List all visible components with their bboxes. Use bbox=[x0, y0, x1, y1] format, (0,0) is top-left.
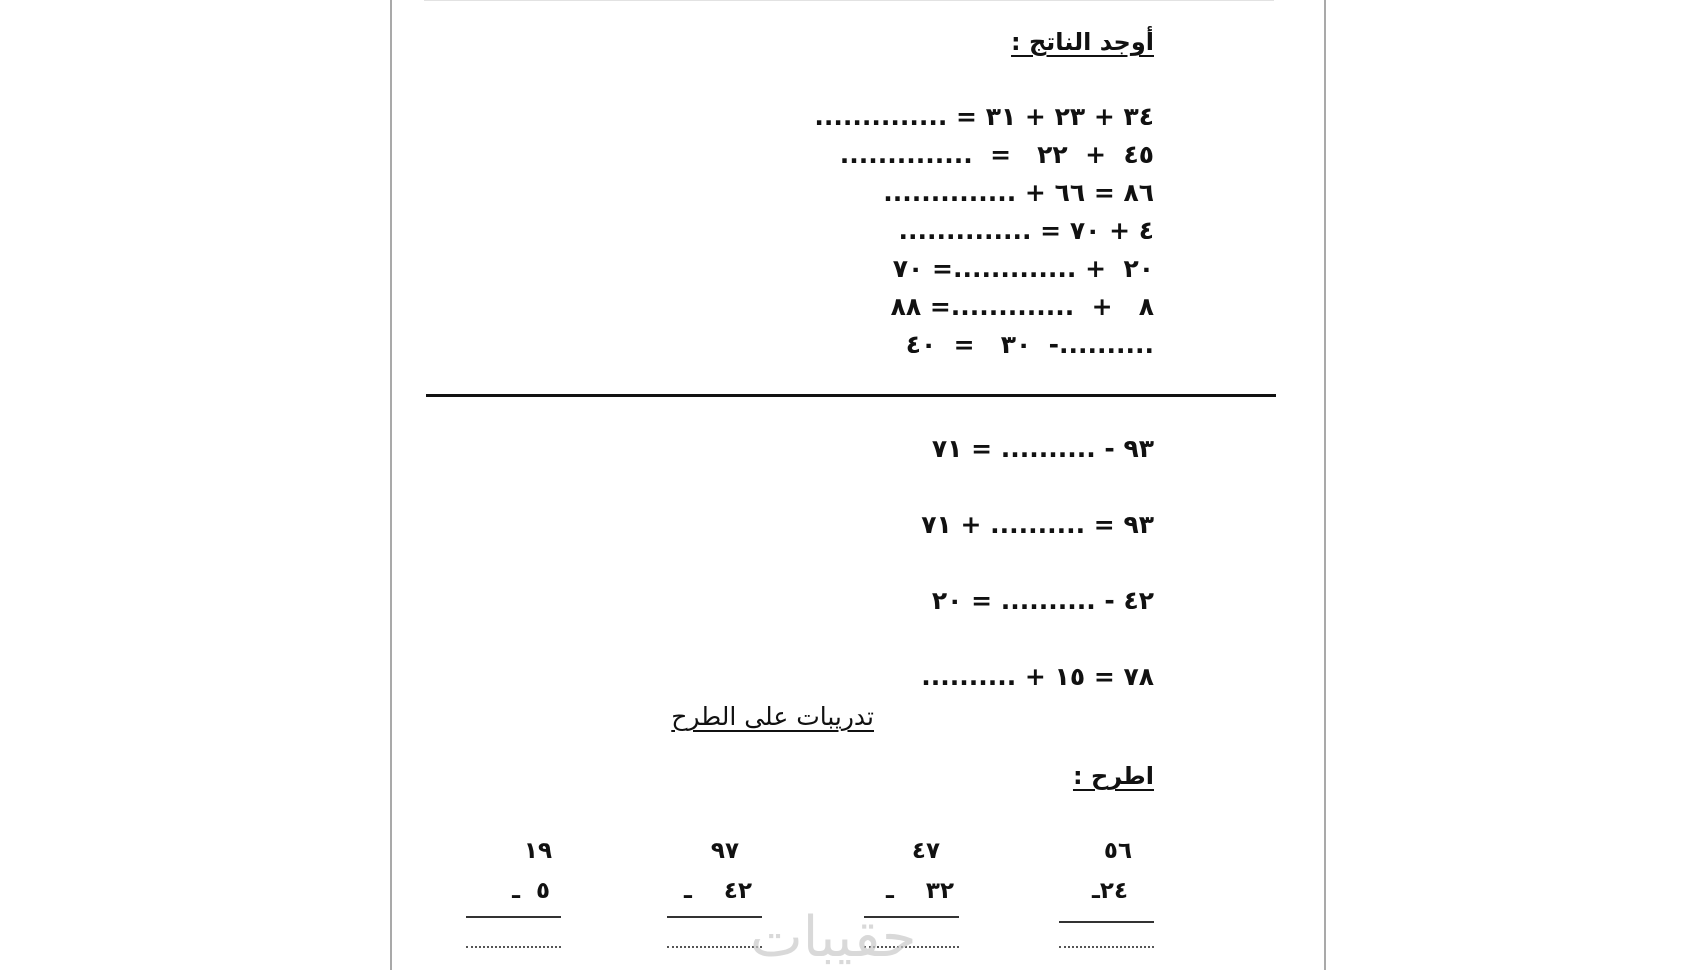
missing-number-line-1: ٩٣ - .......... = ٧١ bbox=[931, 434, 1154, 463]
column-3-subtrahend: ٤٢ ـ bbox=[684, 878, 752, 904]
watermark-logo: حقيبات bbox=[750, 905, 917, 970]
column-2-subtrahend: ٣٢ ـ bbox=[886, 878, 954, 904]
column-4-subtrahend: ٥ ـ bbox=[512, 878, 550, 904]
worksheet-page bbox=[390, 0, 1326, 970]
find-result-line-5: ٢٠ + .............= ٧٠ bbox=[892, 254, 1154, 283]
subtraction-practice-title: تدريبات على الطرح bbox=[671, 702, 874, 731]
missing-number-line-3: ٤٢ - .......... = ٢٠ bbox=[931, 586, 1154, 615]
subtract-label: اطرح : bbox=[1072, 762, 1154, 790]
find-result-line-4: ٤ + ٧٠ = .............. bbox=[898, 216, 1154, 245]
missing-number-line-2: ٩٣ = .......... + ٧١ bbox=[921, 510, 1154, 539]
column-1-answer-line bbox=[1059, 946, 1154, 948]
section-divider bbox=[426, 394, 1276, 397]
top-divider bbox=[424, 0, 1274, 1]
column-2-top: ٤٧ bbox=[911, 838, 940, 864]
column-1-rule bbox=[1059, 921, 1154, 923]
column-3-rule bbox=[667, 916, 762, 918]
column-4-answer-line bbox=[466, 946, 561, 948]
column-3-answer-line bbox=[667, 946, 762, 948]
find-result-line-1: ٣٤ + ٢٣ + ٣١ = .............. bbox=[814, 102, 1154, 131]
find-result-line-6: ٨ + .............= ٨٨ bbox=[890, 292, 1154, 321]
column-1-subtrahend: ٢٤ـ bbox=[1092, 878, 1128, 904]
column-4-rule bbox=[466, 916, 561, 918]
find-result-line-2: ٤٥ + ٢٢ = .............. bbox=[839, 140, 1154, 169]
column-4-top: ١٩ bbox=[523, 838, 552, 864]
column-3-top: ٩٧ bbox=[710, 838, 739, 864]
find-result-line-3: ٨٦ = ٦٦ + .............. bbox=[883, 178, 1154, 207]
find-result-line-7: ..........- ٣٠ = ٤٠ bbox=[905, 330, 1154, 359]
missing-number-line-4: ٧٨ = ١٥ + .......... bbox=[921, 662, 1154, 691]
find-result-heading: أوجد الناتج : bbox=[1011, 28, 1154, 56]
column-1-top: ٥٦ bbox=[1103, 838, 1132, 864]
